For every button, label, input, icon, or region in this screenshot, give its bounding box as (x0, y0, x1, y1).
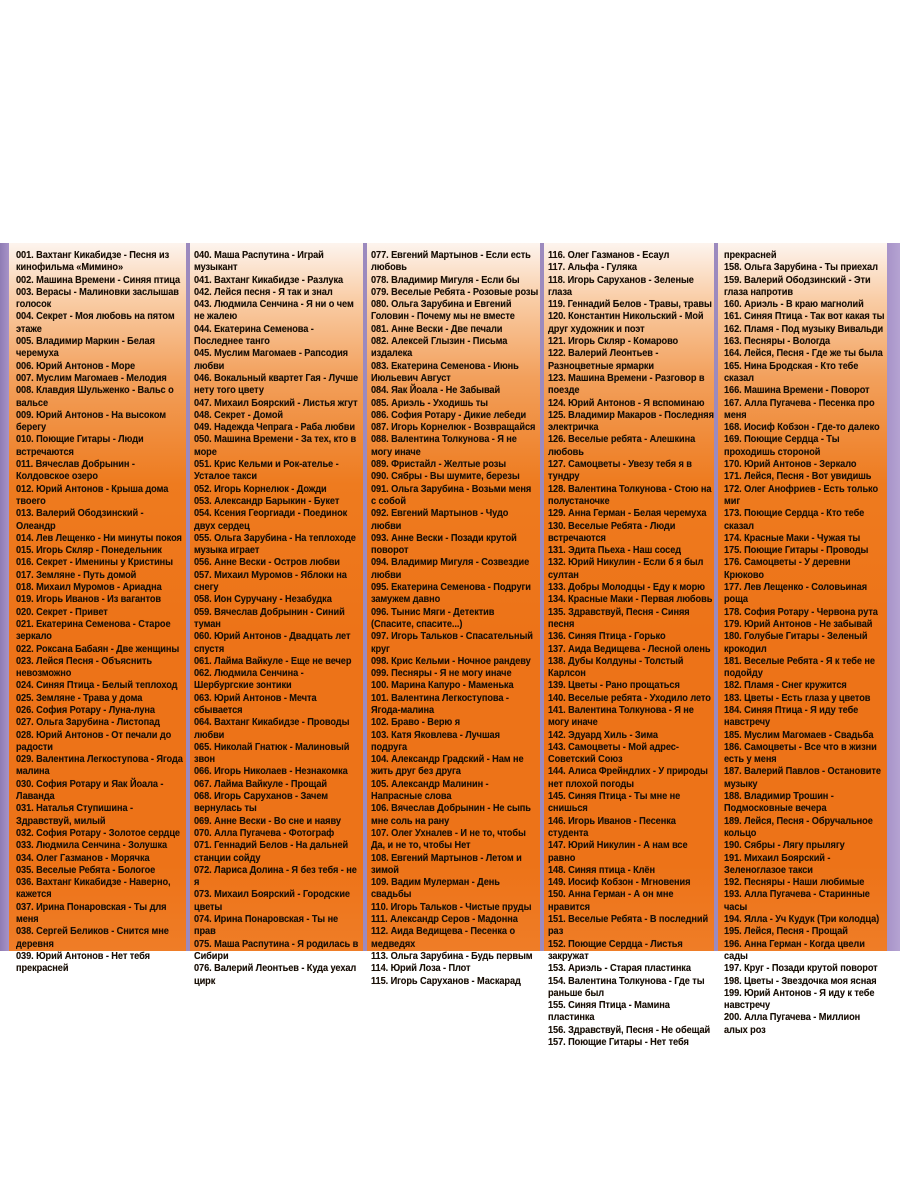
track-item: 117. Альфа - Гуляка (548, 261, 637, 274)
track-item: 058. Ион Суручану - Незабудка (194, 593, 332, 606)
track-item: 003. Верасы - Малиновки заслышав голосок (16, 285, 179, 311)
track-item: 027. Ольга Зарубина - Листопад (16, 716, 160, 729)
track-item: 080. Ольга Зарубина и Евгений Головин - Почему мы не вместе (371, 298, 515, 323)
track-column-1 (16, 249, 183, 975)
track-item: 184. Синяя Птица - Я иду тебе навстречу (724, 703, 859, 729)
track-item: 138. Дубы Колдуны - Толстый Карлсон (548, 654, 684, 680)
track-item: 092. Евгений Мартынов - Чудо любви (371, 507, 509, 532)
track-item: 059. Вячеслав Добрынин - Синий туман (194, 605, 345, 630)
track-item: 089. Фристайл - Желтые розы (371, 458, 507, 471)
track-item: 091. Ольга Зарубина - Возьми меня с собой (371, 482, 532, 507)
track-item: 067. Лайма Вайкуле - Прощай (194, 777, 328, 790)
right-edge-divider (887, 243, 900, 951)
track-item: 153. Ариэль - Старая пластинка (548, 962, 691, 975)
track-item: 134. Красные Маки - Первая любовь (548, 593, 713, 606)
track-item: 119. Геннадий Белов - Травы, травы (548, 298, 712, 311)
track-item: 088. Валентина Толкунова - Я не могу иначе (371, 433, 517, 458)
track-item: 005. Владимир Маркин - Белая черемуха (16, 335, 155, 360)
track-item: 007. Муслим Магомаев - Мелодия (16, 371, 167, 384)
track-item: 181. Веселые Ребята - Я к тебе не подойду (724, 654, 875, 680)
track-item: 110. Игорь Тальков - Чистые пруды (371, 900, 532, 913)
track-item: 078. Владимир Мигуля - Если бы (371, 273, 520, 286)
track-item: 051. Крис Кельми и Рок-ателье - Усталое такси (194, 458, 339, 483)
track-item: 147. Юрий Никулин - А нам все равно (548, 839, 688, 864)
track-item: 151. Веселые Ребята - В последний раз (548, 913, 709, 938)
track-item: 105. Александр Малинин - Напрасные слова (371, 777, 489, 803)
track-item: 084. Яак Йоала - Не Забывай (371, 384, 501, 397)
track-item: 102. Браво - Верю я (371, 716, 461, 729)
track-item: 192. Песняры - Наши любимые (724, 876, 865, 889)
track-item: 099. Песняры - Я не могу иначе (371, 667, 512, 680)
track-item: 179. Юрий Антонов - Не забывай (724, 617, 873, 630)
track-item: 075. Маша Распутина - Я родилась в Сибири (194, 937, 359, 962)
track-item: 064. Вахтанг Кикабидзе - Проводы любви (194, 716, 350, 741)
track-item: 145. Синяя Птица - Ты мне не снишься (548, 790, 681, 815)
track-item: 066. Игорь Николаев - Незнакомка (194, 765, 348, 778)
track-item: 052. Игорь Корнелюк - Дожди (194, 482, 327, 495)
track-item: 046. Вокальный квартет Гая - Лучше нету того цвету (194, 371, 359, 397)
track-item: 132. Юрий Никулин - Если б я был султан (548, 556, 704, 581)
track-item: 178. София Ротару - Червона рута (724, 605, 878, 618)
track-item: 104. Александр Градский - Нам не жить друг без друга (371, 753, 524, 778)
track-item: 158. Ольга Зарубина - Ты приехал (724, 261, 878, 274)
track-item: 171. Лейся, Песня - Вот увидишь (724, 470, 872, 483)
track-item: 037. Ирина Понаровская - Ты для меня (16, 900, 167, 926)
track-item: 195. Лейся, Песня - Прощай (724, 925, 848, 938)
track-item: 094. Владимир Мигуля - Созвездие любви (371, 556, 530, 581)
track-item: 073. Михаил Боярский - Городские цветы (194, 888, 350, 913)
track-item: 180. Голубые Гитары - Зеленый крокодил (724, 630, 868, 655)
track-item: 004. Секрет - Моя любовь на пятом этаже (16, 310, 175, 335)
track-item: 012. Юрий Антонов - Крыша дома твоего (16, 482, 169, 507)
track-item: 049. Надежда Чепрага - Раба любви (194, 421, 355, 434)
track-item: 032. София Ротару - Золотое сердце (16, 826, 180, 839)
track-item: 011. Вячеслав Добрынин - Колдовское озеро (16, 458, 135, 483)
track-item: 189. Лейся, Песня - Обручальное кольцо (724, 814, 873, 839)
track-item: 057. Михаил Муромов - Яблоки на снегу (194, 568, 347, 594)
track-item: 185. Муслим Магомаев - Свадьба (724, 728, 874, 741)
track-item: 014. Лев Лещенко - Ни минуты покоя (16, 531, 182, 544)
track-item: 114. Юрий Лоза - Плот (371, 962, 471, 975)
track-item: 183. Цветы - Есть глаза у цветов (724, 691, 871, 704)
track-item: 065. Николай Гнатюк - Малиновый звон (194, 740, 350, 766)
track-column-3 (371, 249, 538, 987)
track-item: 128. Валентина Толкунова - Стою на полустаночке (548, 482, 712, 507)
track-item: 008. Клавдия Шульженко - Вальс о вальсе (16, 384, 174, 409)
track-item: 093. Анне Вески - Позади крутой поворот (371, 531, 517, 557)
track-item: 165. Нина Бродская - Кто тебе сказал (724, 359, 859, 384)
track-item: 112. Аида Ведищева - Песенка о медведях (371, 925, 516, 950)
track-item: 167. Алла Пугачева - Песенка про меня (724, 396, 875, 421)
track-item: 082. Алексей Глызин - Письма издалека (371, 335, 508, 360)
track-item: 077. Евгений Мартынов - Если есть любовь (371, 249, 531, 274)
track-item: 031. Наталья Ступишина - Здравствуй, милый (16, 802, 133, 827)
track-item: 043. Людмила Сенчина - Я ни о чем не жалею (194, 298, 354, 323)
track-item: 061. Лайма Вайкуле - Еще не вечер (194, 654, 352, 667)
track-item: 168. Иосиф Кобзон - Где-то далеко (724, 421, 880, 434)
track-item: 198. Цветы - Звездочка моя ясная (724, 974, 877, 987)
track-item: 118. Игорь Саруханов - Зеленые глаза (548, 273, 694, 298)
track-item: 025. Земляне - Трава у дома (16, 691, 143, 704)
track-item: 106. Вячеслав Добрынин - Не сыпь мне соль на рану (371, 802, 531, 827)
track-item: 070. Алла Пугачева - Фотограф (194, 826, 335, 839)
track-item: 109. Вадим Мулерман - День свадьбы (371, 876, 500, 901)
track-item: 154. Валентина Толкунова - Где ты раньше был (548, 974, 705, 999)
track-item: 086. София Ротару - Дикие лебеди (371, 408, 527, 421)
track-item: 040. Маша Распутина - Играй музыкант (194, 249, 324, 274)
track-item: 157. Поющие Гитары - Нет тебя (548, 1036, 689, 1048)
track-item: 188. Владимир Трошин - Подмосковные вечера (724, 790, 834, 815)
track-item: 133. Добры Молодцы - Еду к морю (548, 581, 705, 594)
track-item: 042. Лейся песня - Я так и знал (194, 285, 333, 298)
track-item: 200. Алла Пугачева - Миллион алых роз (724, 1011, 861, 1036)
track-item: 019. Игорь Иванов - Из вагантов (16, 593, 161, 606)
track-item: 039. Юрий Антонов - Нет тебя прекрасней (16, 949, 150, 975)
track-item: 196. Анна Герман - Когда цвели сады (724, 937, 865, 962)
track-item: 124. Юрий Антонов - Я вспоминаю (548, 396, 705, 409)
track-item: 002. Машина Времени - Синяя птица (16, 273, 181, 286)
track-item: 113. Ольга Зарубина - Будь первым (371, 949, 533, 962)
track-item: 173. Поющие Сердца - Кто тебе сказал (724, 507, 865, 532)
track-item: 155. Синяя Птица - Мамина пластинка (548, 999, 670, 1024)
track-item: 087. Игорь Корнелюк - Возвращайся (371, 421, 536, 434)
track-item: 069. Анне Вески - Во сне и наяву (194, 814, 341, 827)
track-item: 199. Юрий Антонов - Я иду к тебе навстречу (724, 986, 875, 1012)
track-item: 144. Алиса Фрейндлих - У природы нет плохой погоды (548, 765, 708, 790)
left-edge-divider (0, 243, 9, 951)
track-item: 001. Вахтанг Кикабидзе - Песня из кинофильма «Мимино» (16, 249, 170, 274)
track-item: 121. Игорь Скляр - Комарово (548, 335, 679, 348)
track-item: 140. Веселые ребята - Уходило лето (548, 691, 711, 704)
track-item: 107. Олег Ухналев - И не то, чтобы Да, и не то, чтобы Нет (371, 826, 526, 852)
track-item: 100. Марина Капуро - Маменька (371, 679, 514, 692)
track-item: 125. Владимир Макаров - Последняя электричка (548, 408, 714, 434)
track-item: 160. Ариэль - В краю магнолий (724, 298, 864, 311)
track-item: 072. Лариса Долина - Я без тебя - не я (194, 863, 357, 889)
track-item: 013. Валерий Ободзинский - Олеандр (16, 507, 144, 532)
track-item: 035. Веселые Ребята - Бологое (16, 863, 156, 876)
track-column-5 (724, 249, 886, 1036)
track-item: 149. Иосиф Кобзон - Мгновения (548, 876, 691, 889)
track-item: 130. Веселые Ребята - Люди встречаются (548, 519, 676, 544)
track-item: 024. Синяя Птица - Белый теплоход (16, 679, 178, 692)
track-item: 120. Константин Никольский - Мой друг художник и поэт (548, 310, 704, 335)
track-item: 020. Секрет - Привет (16, 605, 108, 618)
track-item: 126. Веселые ребята - Алешкина любовь (548, 433, 696, 458)
track-item: 079. Веселые Ребята - Розовые розы (371, 285, 539, 298)
track-item: 123. Машина Времени - Разговор в поезде (548, 371, 705, 397)
track-item: 068. Игорь Саруханов - Зачем вернулась ты (194, 790, 329, 815)
track-item: 163. Песняры - Вологда (724, 335, 831, 348)
track-item: 030. София Ротару и Яак Йоала - Лаванда (16, 777, 164, 803)
track-item: 038. Сергей Беликов - Снится мне деревня (16, 925, 169, 950)
track-item: 127. Самоцветы - Увезу тебя я в тундру (548, 458, 692, 483)
track-item: 150. Анна Герман - А он мне нравится (548, 888, 674, 913)
track-item: 018. Михаил Муромов - Ариадна (16, 581, 162, 594)
track-item: 161. Синяя Птица - Так вот какая ты (724, 310, 885, 323)
track-item: 029. Валентина Легкоступова - Ягода малина (16, 753, 183, 778)
track-item: 015. Игорь Скляр - Понедельник (16, 544, 162, 557)
track-item: 041. Вахтанг Кикабидзе - Разлука (194, 273, 344, 286)
track-item: 152. Поющие Сердца - Листья закружат (548, 937, 683, 962)
track-item: 047. Михаил Боярский - Листья жгут (194, 396, 358, 409)
track-item: 071. Геннадий Белов - На дальней станции сойду (194, 839, 349, 864)
track-item: 017. Земляне - Путь домой (16, 568, 137, 581)
track-item: 010. Поющие Гитары - Люди встречаются (16, 433, 144, 458)
track-item: 048. Секрет - Домой (194, 408, 283, 421)
track-item: 115. Игорь Саруханов - Маскарад (371, 974, 521, 987)
tracklist-panel (0, 243, 900, 1048)
column-divider-1 (186, 243, 190, 951)
track-item: 062. Людмила Сенчина - Шербургские зонтики (194, 667, 304, 692)
track-item: 191. Михаил Боярский - Зеленоглазое такси (724, 851, 831, 876)
track-item: 164. Лейся, Песня - Где же ты была (724, 347, 883, 360)
column-divider-3 (540, 243, 544, 951)
track-item: 044. Екатерина Семенова - Последнее танго (194, 322, 314, 348)
track-item: 131. Эдита Пьеха - Наш сосед (548, 544, 682, 557)
track-item: 009. Юрий Антонов - На высоком берегу (16, 408, 167, 434)
track-item: 129. Анна Герман - Белая черемуха (548, 507, 707, 520)
track-item: 076. Валерий Леонтьев - Куда уехал цирк (194, 962, 357, 987)
track-item: 063. Юрий Антонов - Мечта сбывается (194, 691, 317, 716)
track-column-2 (194, 249, 361, 987)
track-item: 101. Валентина Легкоступова - Ягода-малина (371, 691, 509, 716)
track-item: 190. Сябры - Лягу прылягу (724, 839, 845, 852)
track-item: 143. Самоцветы - Мой адрес-Советский Союз (548, 740, 679, 766)
track-item: 176. Самоцветы - У деревни Крюково (724, 556, 851, 581)
track-item: 074. Ирина Понаровская - Ты не прав (194, 913, 339, 938)
track-item: 023. Лейся Песня - Объяснить невозможно (16, 654, 152, 680)
track-item: 175. Поющие Гитары - Проводы (724, 544, 869, 557)
track-item: 021. Екатерина Семенова - Старое зеркало (16, 617, 171, 643)
track-item: 006. Юрий Антонов - Море (16, 359, 136, 372)
track-item: 169. Поющие Сердца - Ты проходишь стороной (724, 433, 840, 458)
track-item: 083. Екатерина Семенова - Июнь Июльевич Август (371, 359, 519, 384)
track-item: 156. Здравствуй, Песня - Не обещай (548, 1023, 711, 1036)
track-item: 033. Людмила Сенчина - Золушка (16, 839, 168, 852)
track-item: 056. Анне Вески - Остров любви (194, 556, 340, 569)
track-item: 186. Самоцветы - Все что в жизни есть у меня (724, 740, 877, 766)
track-item: прекрасней (724, 249, 777, 261)
track-item: 135. Здравствуй, Песня - Синяя песня (548, 605, 690, 630)
track-item: 122. Валерий Леонтьев - Разноцветные ярмарки (548, 347, 659, 372)
track-item: 103. Катя Яковлева - Лучшая подруга (371, 728, 500, 753)
track-item: 034. Олег Газманов - Морячка (16, 851, 150, 864)
track-item: 137. Аида Ведищева - Лесной олень (548, 642, 711, 655)
track-item: 036. Вахтанг Кикабидзе - Наверно, кажется (16, 876, 171, 901)
track-item: 146. Игорь Иванов - Песенка студента (548, 814, 676, 839)
track-item: 096. Тынис Мяги - Детектив (Спасите, спасите...) (371, 605, 495, 630)
track-item: 090. Сябры - Вы шумите, березы (371, 470, 520, 483)
track-item: 111. Александр Серов - Мадонна (371, 913, 518, 926)
track-item: 139. Цветы - Рано прощаться (548, 679, 680, 692)
track-item: 054. Ксения Георгиади - Поединок двух сердец (194, 507, 348, 532)
track-item: 028. Юрий Антонов - От печали до радости (16, 728, 172, 753)
track-item: 095. Екатерина Семенова - Подруги замужем давно (371, 581, 531, 606)
track-item: 053. Александр Барыкин - Букет (194, 494, 340, 507)
track-item: 022. Роксана Бабаян - Две женщины (16, 642, 180, 655)
track-item: 162. Пламя - Под музыку Вивальди (724, 322, 884, 335)
track-item: 108. Евгений Мартынов - Летом и зимой (371, 851, 522, 876)
track-item: 159. Валерий Ободзинский - Эти глаза напротив (724, 273, 871, 298)
track-item: 060. Юрий Антонов - Двадцать лет спустя (194, 630, 351, 655)
track-item: 116. Олег Газманов - Есаул (548, 249, 670, 261)
track-item: 085. Ариэль - Уходишь ты (371, 396, 488, 409)
track-item: 055. Ольга Зарубина - На теплоходе музыка играет (194, 531, 356, 557)
track-column-4 (548, 249, 715, 1048)
track-item: 097. Игорь Тальков - Спасательный круг (371, 630, 533, 655)
track-item: 170. Юрий Антонов - Зеркало (724, 458, 857, 471)
track-item: 187. Валерий Павлов - Остановите музыку (724, 765, 881, 790)
track-item: 141. Валентина Толкунова - Я не могу иначе (548, 703, 694, 729)
track-item: 166. Машина Времени - Поворот (724, 384, 870, 397)
track-item: 193. Алла Пугачева - Старинные часы (724, 888, 870, 913)
track-item: 142. Эдуард Хиль - Зима (548, 728, 658, 741)
track-item: 182. Пламя - Снег кружится (724, 679, 847, 692)
track-item: 172. Олег Анофриев - Есть только миг (724, 482, 879, 507)
track-item: 098. Крис Кельми - Ночное рандеву (371, 654, 531, 667)
track-item: 197. Круг - Позади крутой поворот (724, 962, 878, 975)
track-item: 136. Синяя Птица - Горько (548, 630, 666, 643)
track-item: 081. Анне Вески - Две печали (371, 322, 503, 335)
track-item: 177. Лев Лещенко - Соловьиная роща (724, 581, 867, 606)
track-item: 026. София Ротару - Луна-луна (16, 703, 155, 716)
track-item: 174. Красные Маки - Чужая ты (724, 531, 861, 544)
track-item: 148. Синяя птица - Клён (548, 863, 655, 876)
column-divider-2 (363, 243, 367, 951)
track-item: 045. Муслим Магомаев - Рапсодия любви (194, 347, 348, 372)
track-item: 194. Ялла - Уч Кудук (Три колодца) (724, 913, 880, 926)
track-item: 050. Машина Времени - За тех, кто в море (194, 433, 357, 458)
track-item: 016. Секрет - Именины у Кристины (16, 556, 173, 569)
